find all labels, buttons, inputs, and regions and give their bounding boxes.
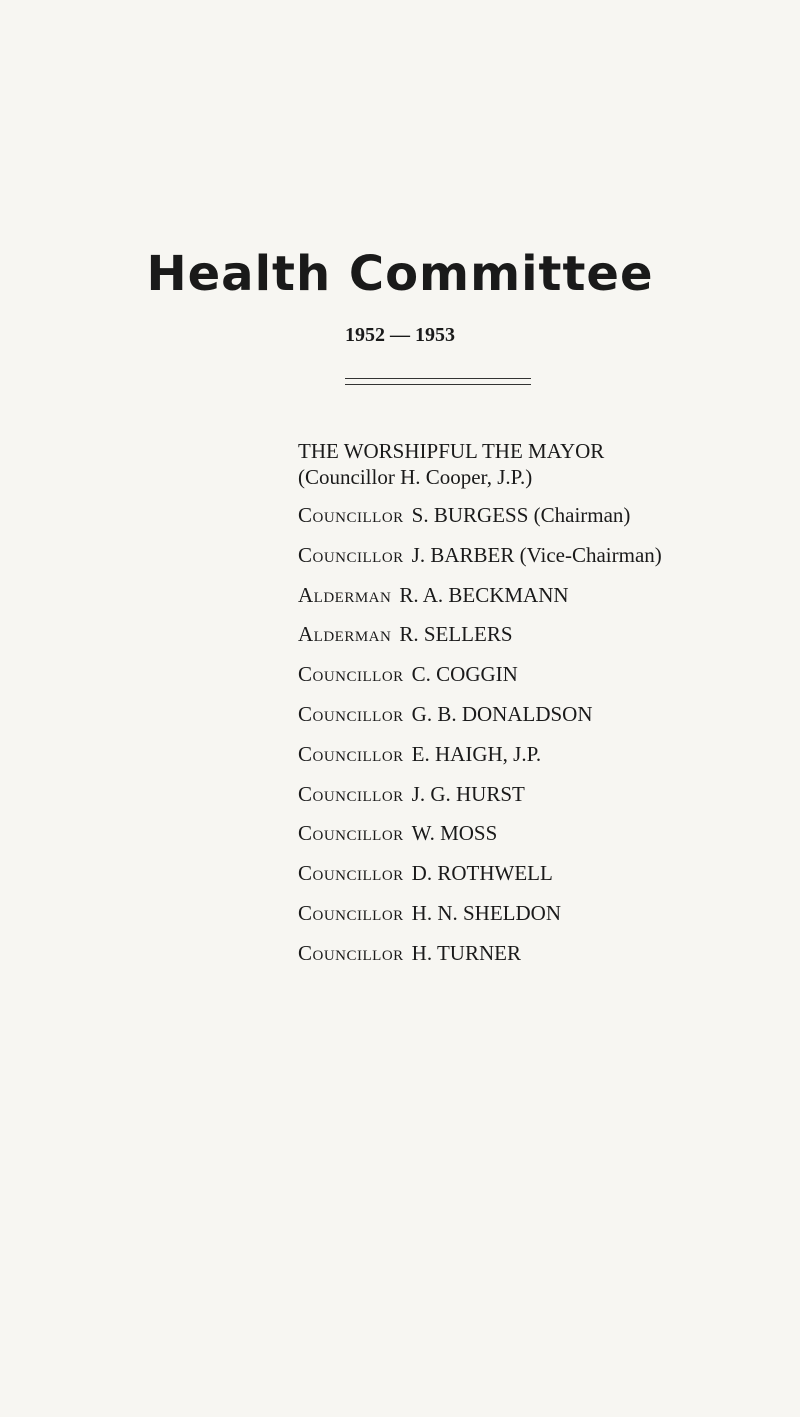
- member-item: [298, 582, 662, 622]
- year-range: 1952 — 1953: [345, 324, 455, 346]
- member-name: G. B. DONALDSON: [411, 701, 593, 726]
- member-name: J. G. HURST: [411, 781, 525, 806]
- member-name: C. COGGIN: [411, 662, 518, 687]
- member-item: [298, 860, 662, 900]
- member-item: [298, 781, 662, 821]
- member-rank: Alderman: [298, 622, 392, 647]
- member-name: R. SELLERS: [399, 622, 513, 647]
- member-rank: Councillor: [298, 940, 404, 965]
- double-rule-divider: [345, 378, 531, 385]
- member-item: [298, 900, 662, 940]
- mayor-block: [298, 438, 604, 490]
- member-name: D. ROTHWELL: [411, 861, 553, 886]
- member-list: [298, 502, 662, 980]
- page-title: Health Committee: [146, 246, 654, 302]
- member-name: R. A. BECKMANN: [399, 582, 569, 607]
- member-rank: Councillor: [298, 781, 404, 806]
- member-name: H. TURNER: [411, 940, 521, 965]
- member-item: [298, 502, 662, 542]
- member-rank: Councillor: [298, 741, 404, 766]
- mayor-name: (Councillor H. Cooper, J.P.): [298, 465, 533, 489]
- member-rank: Councillor: [298, 662, 404, 687]
- member-rank: Alderman: [298, 582, 392, 607]
- member-item: [298, 542, 662, 582]
- member-name: E. HAIGH, J.P.: [411, 741, 542, 766]
- member-item: [298, 621, 662, 661]
- member-item: [298, 940, 662, 980]
- member-rank: Councillor: [298, 542, 404, 567]
- member-name: W. MOSS: [411, 821, 498, 846]
- member-name: J. BARBER (Vice-Chairman): [411, 542, 662, 567]
- member-name: S. BURGESS (Chairman): [411, 503, 631, 527]
- member-rank: Councillor: [298, 503, 404, 527]
- mayor-title: THE WORSHIPFUL THE MAYOR: [298, 439, 605, 463]
- member-rank: Councillor: [298, 821, 404, 846]
- member-item: [298, 701, 662, 741]
- member-rank: Councillor: [298, 701, 404, 726]
- member-rank: Councillor: [298, 861, 404, 886]
- member-rank: Councillor: [298, 900, 404, 925]
- member-item: [298, 741, 662, 781]
- member-name: H. N. SHELDON: [411, 900, 561, 925]
- member-item: [298, 820, 662, 860]
- member-item: [298, 661, 662, 701]
